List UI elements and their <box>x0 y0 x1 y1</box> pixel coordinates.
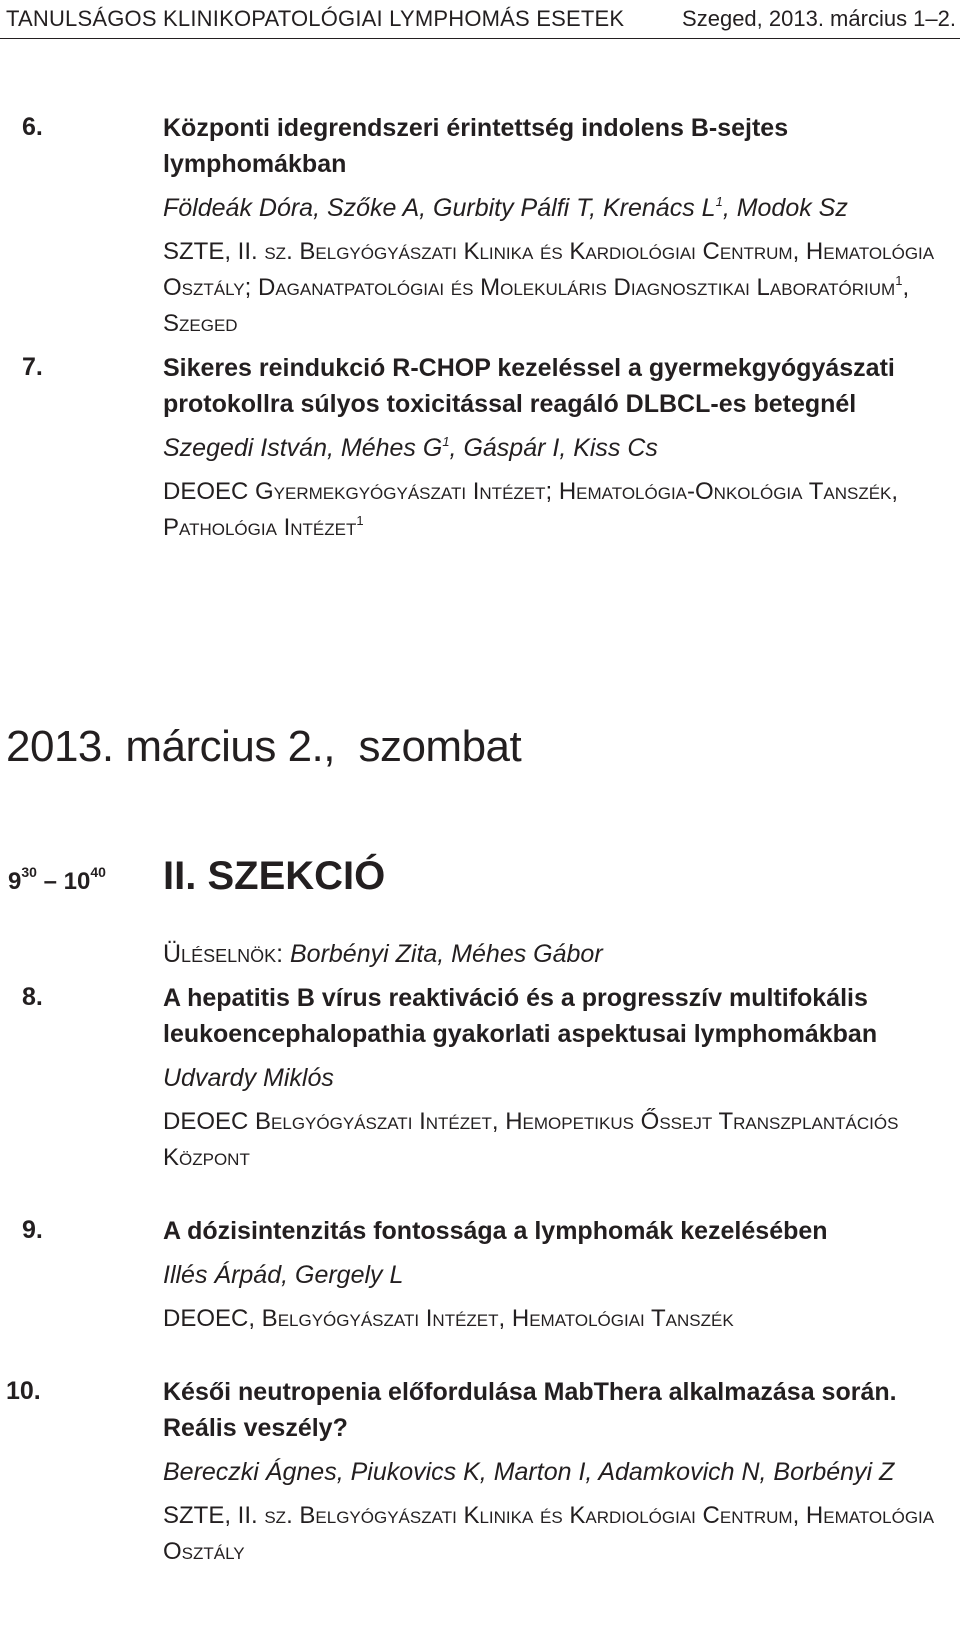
item-affiliation <box>163 1498 943 1570</box>
header-title: TANULSÁGOS KLINIKOPATOLÓGIAI LYMPHOMÁS ESETEK <box>6 6 625 31</box>
affil-line: DEOEC, Belgyógyászati Intézet, Hematológiai Tanszék <box>163 1305 734 1332</box>
item-affiliation <box>163 1301 943 1337</box>
item-number: 6. <box>22 113 43 141</box>
item-title-line: Reális veszély? <box>163 1414 348 1442</box>
program-item-8 <box>163 980 943 1176</box>
affil-line: DEOEC Belgyógyászati Intézet, Hemopetikus Őssejt Transzplantációs <box>163 1108 899 1135</box>
item-title-line: leukoencephalopathia gyakorlati aspektusai lymphomákban <box>163 1020 878 1048</box>
chairs-names: Borbényi Zita, Méhes Gábor <box>290 940 603 968</box>
affil-line: Központ <box>163 1144 250 1171</box>
section-title: II. SZEKCIÓ <box>163 854 386 898</box>
header-date: Szeged, 2013. március 1–2. <box>682 6 956 31</box>
item-affiliation <box>163 474 943 546</box>
item-title-line: Központi idegrendszeri érintettség indolens B-sejtes lymphomákban <box>163 114 789 178</box>
affil-line: Pathológia Intézet$^1$ <box>163 513 364 541</box>
program-item-9 <box>163 1213 943 1337</box>
item-title-line: A hepatitis B vírus reaktiváció és a progresszív multifokális <box>163 984 868 1012</box>
item-number: 9. <box>22 1216 43 1244</box>
program-item-10 <box>163 1374 943 1570</box>
page-header <box>0 0 960 39</box>
day-heading: 2013. március 2., szombat <box>6 722 522 771</box>
session-time: $9^{30} - 10^{40}$ <box>8 864 106 895</box>
item-number: 7. <box>22 353 43 381</box>
item-affiliation <box>163 234 943 342</box>
item-title <box>163 1213 943 1249</box>
session-chairs <box>163 940 603 969</box>
item-affiliation <box>163 1104 943 1176</box>
item-title-line: A dózisintenzitás fontossága a lymphomák kezelésében <box>163 1217 828 1245</box>
item-authors: Illés Árpád, Gergely L <box>163 1261 404 1289</box>
affil-line: DEOEC Gyermekgyógyászati Intézet; Hematológia-Onkológia Tanszék, <box>163 478 899 505</box>
affil-line: SZTE, II. sz. Belgyógyászati Klinika és Kardiológiai Centrum, Hematológia <box>163 1502 935 1529</box>
affil-line: Osztály <box>163 1538 245 1565</box>
affil-line: Osztály; Daganatpatológiai és Molekuláris Diagnosztikai Laboratórium$^1$, <box>163 273 910 301</box>
item-title <box>163 110 943 182</box>
item-authors: Bereczki Ágnes, Piukovics K, Marton I, Adamkovich N, Borbényi Z <box>163 1458 895 1486</box>
chairs-label: Üléselnök: <box>163 940 284 968</box>
program-item-6 <box>163 110 943 342</box>
item-authors: Udvardy Miklós <box>163 1064 334 1092</box>
affil-line: Szeged <box>163 310 238 337</box>
item-title-line: Sikeres reindukció R-CHOP kezeléssel a gyermekgyógyászati <box>163 354 895 382</box>
affil-line: SZTE, II. sz. Belgyógyászati Klinika és Kardiológiai Centrum, Hematológia <box>163 238 935 265</box>
item-authors: Szegedi István, Méhes $G^1$, Gáspár I, Kiss Cs <box>163 434 658 462</box>
item-authors: Földeák Dóra, Szőke A, Gurbity Pálfi T, Krenács $L^1$, Modok Sz <box>163 194 848 222</box>
item-number: 8. <box>22 983 43 1011</box>
program-item-7 <box>163 350 943 546</box>
item-title <box>163 350 943 422</box>
item-title-line: protokollra súlyos toxicitással reagáló DLBCL-es betegnél <box>163 390 857 418</box>
item-title-line: Késői neutropenia előfordulása MabThera alkalmazása során. <box>163 1378 897 1406</box>
item-title <box>163 980 943 1052</box>
item-number: 10. <box>6 1377 41 1405</box>
item-title <box>163 1374 943 1446</box>
